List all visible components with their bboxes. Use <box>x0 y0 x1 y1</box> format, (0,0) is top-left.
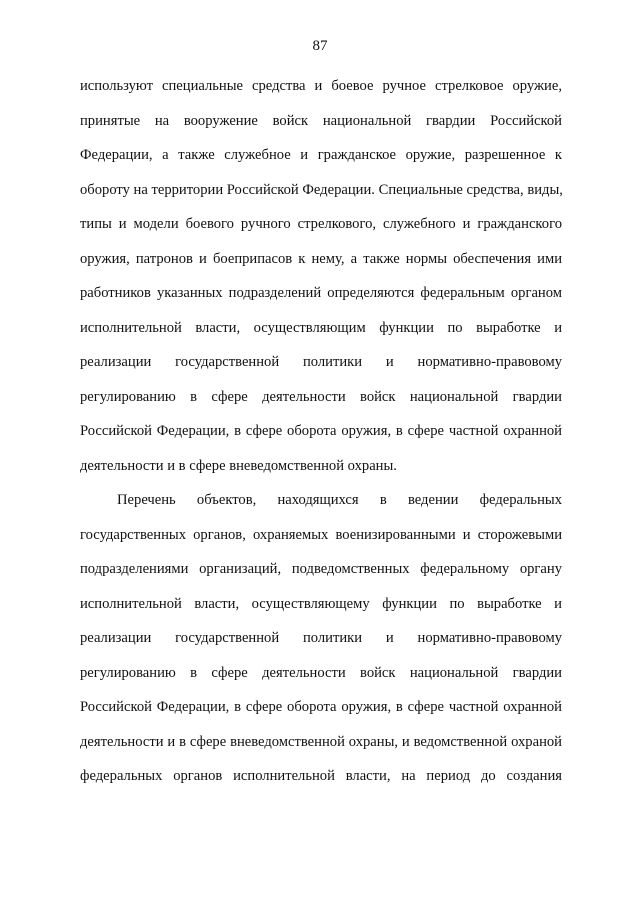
text-line: исполнительной власти, осуществляющему функции по выработке и <box>80 596 562 612</box>
text-line: деятельности и в сфере вневедомственной охраны. <box>80 458 397 474</box>
text-line: типы и модели боевого ручного стрелкового, служебного и гражданского <box>80 216 562 232</box>
text-line: принятые на вооружение войск национальной гвардии Российской <box>80 113 562 129</box>
text-line: Российской Федерации, в сфере оборота оружия, в сфере частной охранной <box>80 699 562 715</box>
text-line: регулированию в сфере деятельности войск национальной гвардии <box>80 665 562 681</box>
page-number: 87 <box>312 38 328 54</box>
text-line: деятельности и в сфере вневедомственной охраны, и ведомственной охраной <box>80 734 562 750</box>
text-line: государственных органов, охраняемых военизированными и сторожевыми <box>80 527 562 543</box>
text-line: Российской Федерации, в сфере оборота оружия, в сфере частной охранной <box>80 423 562 439</box>
text-line: реализации государственной политики и нормативно-правовому <box>80 630 562 646</box>
text-line: подразделениями организаций, подведомственных федеральному органу <box>80 561 562 577</box>
text-line: используют специальные средства и боевое ручное стрелковое оружие, <box>80 78 562 94</box>
text-line: реализации государственной политики и нормативно-правовому <box>80 354 562 370</box>
text-line: работников указанных подразделений определяются федеральным органом <box>80 285 562 301</box>
text-line: Перечень объектов, находящихся в ведении федеральных <box>117 492 562 508</box>
text-line: обороту на территории Российской Федерации. Специальные средства, виды, <box>80 182 563 198</box>
text-line: Федерации, а также служебное и гражданское оружие, разрешенное к <box>80 147 562 163</box>
text-line: федеральных органов исполнительной власти, на период до создания <box>80 768 562 784</box>
text-line: исполнительной власти, осуществляющим функции по выработке и <box>80 320 562 336</box>
text-line: оружия, патронов и боеприпасов к нему, а также нормы обеспечения ими <box>80 251 562 267</box>
text-line: регулированию в сфере деятельности войск национальной гвардии <box>80 389 562 405</box>
